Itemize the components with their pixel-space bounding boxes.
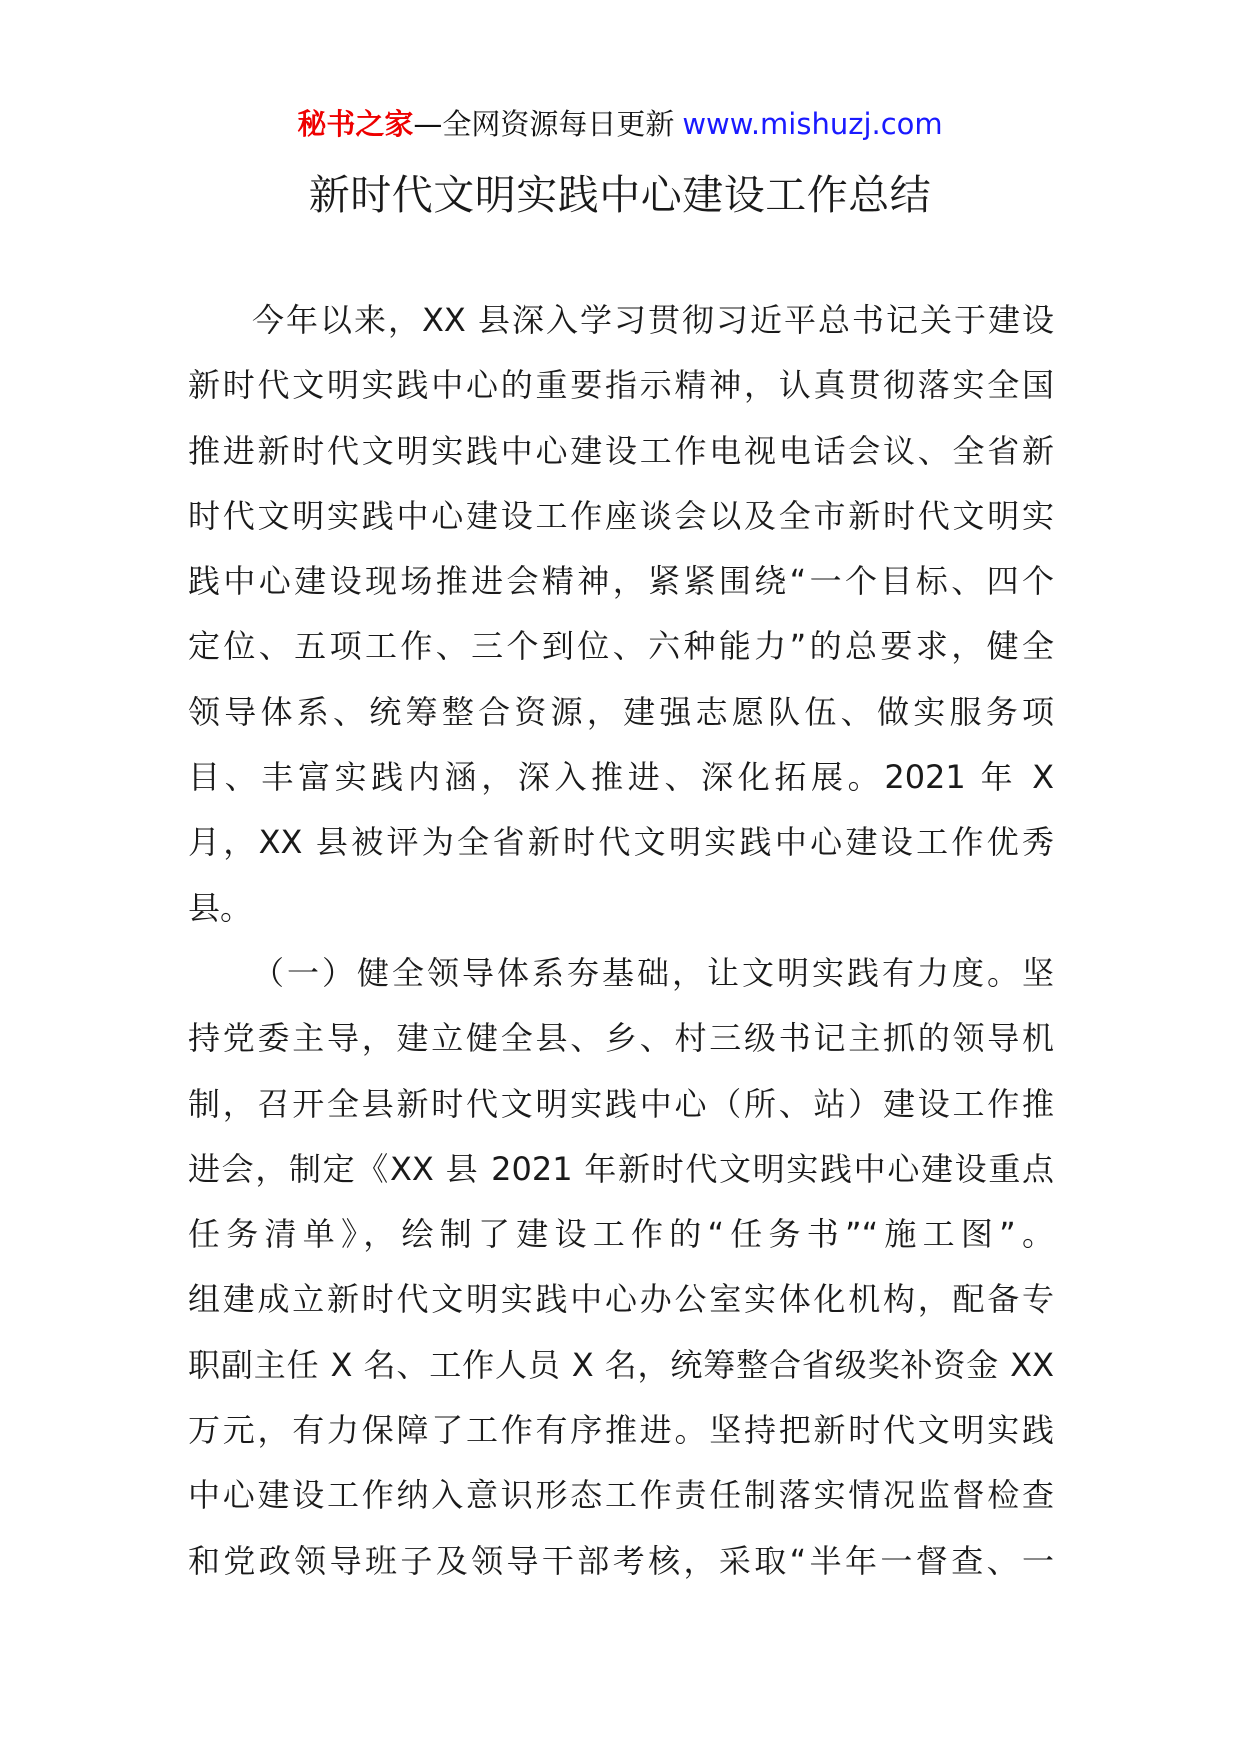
body-line: 职副主任 X 名、工作人员 X 名，统筹整合省级奖补资金 XX [188, 1345, 1054, 1384]
body-line: 和党政领导班子及领导干部考核，采取“半年一督查、一 [188, 1541, 1054, 1580]
document-body [188, 288, 1054, 1594]
body-line: 今年以来，XX 县深入学习贯彻习近平总书记关于建设 [252, 301, 1054, 339]
body-line: 领导体系、统筹整合资源，建强志愿队伍、做实服务项 [188, 692, 1054, 731]
body-line: 推进新时代文明实践中心建设工作电视电话会议、全省新 [188, 431, 1054, 470]
body-line: 进会，制定《XX 县 2021 年新时代文明实践中心建设重点 [188, 1149, 1054, 1188]
site-slogan: —全网资源每日更新 [413, 107, 675, 141]
body-line: 新时代文明实践中心的重要指示精神，认真贯彻落实全国 [188, 366, 1054, 405]
body-line: 时代文明实践中心建设工作座谈会以及全市新时代文明实 [188, 496, 1054, 535]
body-line: 中心建设工作纳入意识形态工作责任制落实情况监督检查 [188, 1476, 1054, 1515]
site-header [0, 104, 1240, 144]
body-line: 任务清单》，绘制了建设工作的“任务书”“施工图”。 [188, 1215, 1054, 1254]
body-line: 万元，有力保障了工作有序推进。坚持把新时代文明实践 [188, 1411, 1054, 1450]
document-title: 新时代文明实践中心建设工作总结 [308, 171, 932, 219]
body-line: 持党委主导，建立健全县、乡、村三级书记主抓的领导机 [188, 1019, 1054, 1058]
body-line: 制，召开全县新时代文明实践中心（所、站）建设工作推 [188, 1084, 1054, 1123]
body-line: 定位、五项工作、三个到位、六种能力”的总要求，健全 [188, 627, 1054, 666]
site-url-link[interactable]: www.mishuzj.com [682, 107, 943, 141]
brand-name: 秘书之家 [297, 107, 414, 141]
body-line: 月，XX 县被评为全省新时代文明实践中心建设工作优秀 [188, 823, 1054, 862]
body-line: （一）健全领导体系夯基础，让文明实践有力度。坚 [252, 953, 1054, 992]
body-line: 组建成立新时代文明实践中心办公室实体化机构，配备专 [188, 1280, 1054, 1319]
body-line: 目、丰富实践内涵，深入推进、深化拓展。2021 年 X [188, 758, 1054, 797]
body-line: 践中心建设现场推进会精神，紧紧围绕“一个目标、四个 [188, 562, 1054, 601]
body-line: 县。 [188, 888, 253, 927]
